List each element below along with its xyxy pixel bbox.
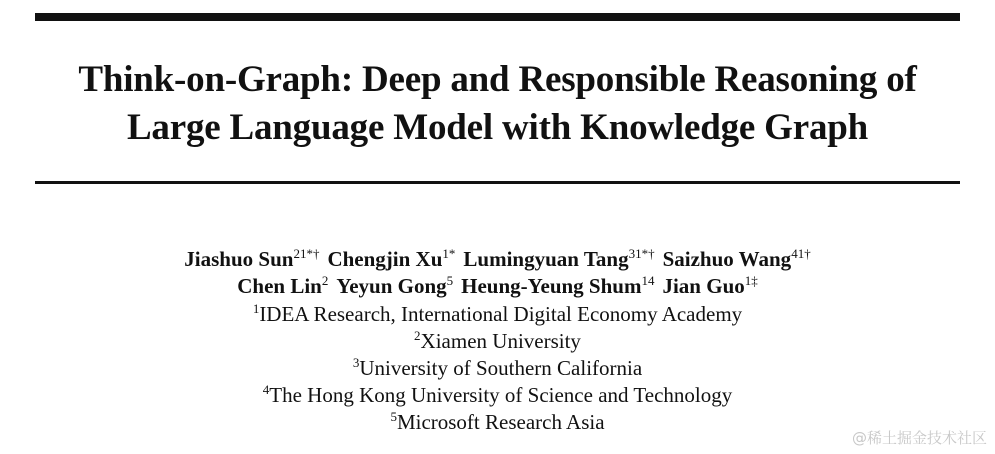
author-marks: 5 — [446, 273, 454, 288]
affiliation-number: 5 — [390, 409, 397, 424]
author-name: Saizhuo Wang — [662, 247, 792, 271]
author-name: Heung-Yeung Shum — [461, 274, 642, 298]
author-marks: 31*† — [628, 246, 655, 261]
author-marks: 14 — [641, 273, 655, 288]
affiliation-number: 2 — [414, 328, 421, 343]
author — [662, 273, 757, 300]
affiliation — [0, 301, 995, 328]
watermark: @稀土掘金技术社区 — [851, 429, 987, 447]
author — [663, 246, 811, 273]
affiliation-list — [0, 301, 995, 436]
author — [327, 246, 455, 273]
affiliation-text: Xiamen University — [420, 329, 581, 353]
affiliation-text: Microsoft Research Asia — [396, 410, 605, 434]
author-name: Jian Guo — [662, 274, 745, 298]
bottom-rule — [35, 181, 960, 184]
author-name: Chengjin Xu — [327, 247, 443, 271]
author-marks: 1‡ — [744, 273, 758, 288]
affiliation-text: The Hong Kong University of Science and Technology — [269, 383, 733, 407]
affiliation — [0, 409, 995, 436]
affiliation — [0, 355, 995, 382]
paper-title — [0, 56, 995, 152]
title-line-1: Think-on-Graph: Deep and Responsible Reasoning of — [78, 59, 917, 100]
author-line-2 — [0, 273, 995, 300]
author — [184, 246, 319, 273]
affiliation-text: IDEA Research, International Digital Economy Academy — [259, 302, 743, 326]
author — [463, 246, 654, 273]
author — [461, 273, 654, 300]
affiliation-number: 3 — [352, 355, 360, 370]
author-name: Jiashuo Sun — [184, 247, 294, 271]
author-name: Chen Lin — [237, 274, 322, 298]
affiliation-text: University of Southern California — [359, 356, 643, 380]
author-name: Lumingyuan Tang — [463, 247, 629, 271]
author — [237, 273, 328, 300]
affiliation — [0, 382, 995, 409]
affiliation-number: 4 — [262, 382, 270, 397]
author — [336, 273, 453, 300]
author-list — [0, 246, 995, 300]
author-marks: 21*† — [293, 246, 320, 261]
author-name: Yeyun Gong — [336, 274, 447, 298]
affiliation — [0, 328, 995, 355]
title-line-2: Large Language Model with Knowledge Graph — [126, 107, 869, 148]
author-line-1 — [0, 246, 995, 273]
affiliation-number: 1 — [252, 301, 260, 316]
top-rule — [35, 13, 960, 21]
author-marks: 2 — [321, 273, 329, 288]
author-marks: 41† — [791, 246, 811, 261]
author-marks: 1* — [442, 246, 456, 261]
